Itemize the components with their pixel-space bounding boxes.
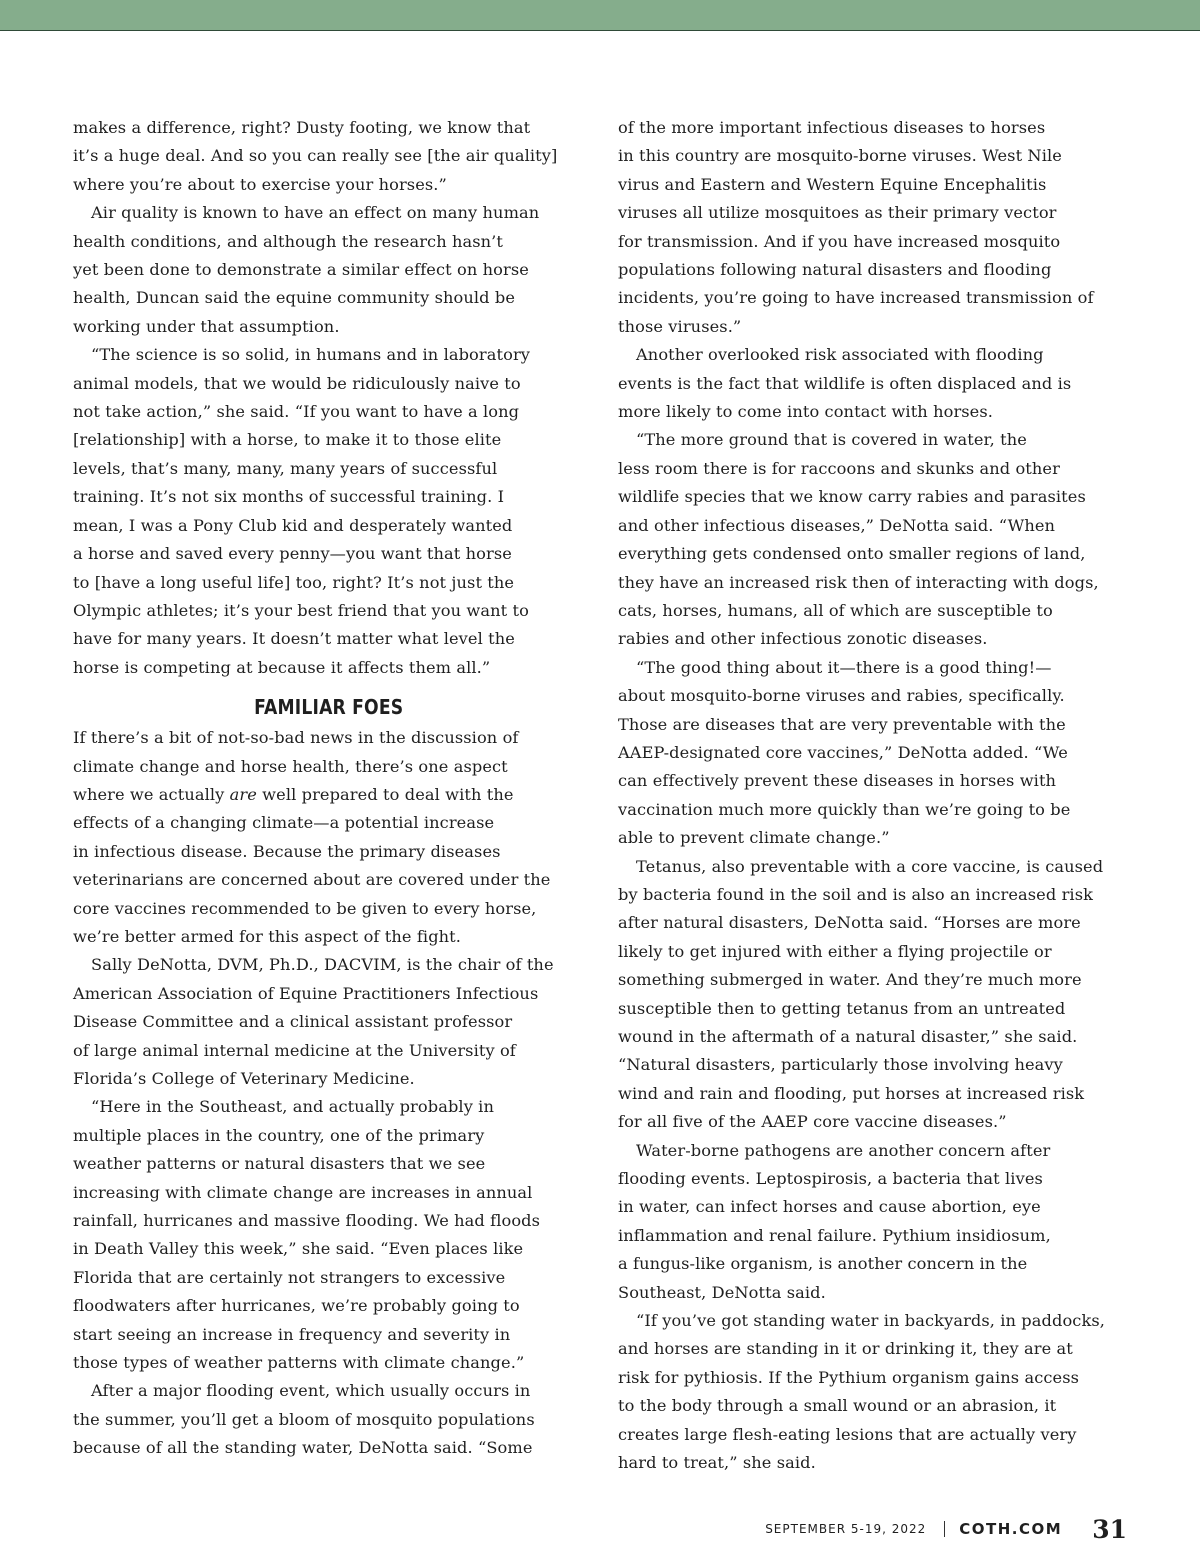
paragraph [73, 724, 593, 951]
paragraph-text: well prepared to deal with the effects of a changing climate—a potential increase in infectious disease. Because the primary diseases veterinarians are concerned about are covered under the core vaccines recommended to be given to every horse, we’re better armed for this aspect of the fight. [73, 784, 551, 946]
paragraph: “The more ground that is covered in water, the less room there is for raccoons and skunks and other wildlife species that we know carry rabies and parasites and other infectious diseases,” DeNotta said. “When everything gets condensed onto smaller regions of land, they have an increased risk then of interacting with dogs, cats, horses, humans, all of which are susceptible to rabies and other infectious zonotic diseases. [618, 430, 1099, 649]
paragraph: makes a difference, right? Dusty footing, we know that it’s a huge deal. And so you can really see [the air quality] where you’re about to exercise your horses.” [73, 118, 558, 194]
page-footer [765, 1509, 1127, 1549]
site-link[interactable]: COTH.COM [959, 1520, 1063, 1538]
paragraph: After a major flooding event, which usually occurs in the summer, you’ll get a bloom of mosquito populations because of all the standing water, DeNotta said. “Some [73, 1381, 535, 1458]
paragraph: Water-borne pathogens are another concern after flooding events. Leptospirosis, a bacteria that lives in water, can infect horses and cause abortion, eye inflammation and renal failure. Pythium insidiosum, a fungus-like organism, is another concern in the Southeast, DeNotta said. [618, 1140, 1051, 1302]
paragraph: of the more important infectious diseases to horses in this country are mosquito-borne viruses. West Nile virus and Eastern and Western Equine Encephalitis viruses all utilize mosquitoes as their primary vector for transmission. And if you have increased mosquito populations following natural disasters and flooding incidents, you’re going to have increased transmission of those viruses.” [618, 118, 1094, 336]
left-column [73, 114, 593, 1463]
paragraph: “The science is so solid, in humans and in laboratory animal models, that we would be ridiculously naive to not take action,” she said. “If you want to have a long [relationship] with a horse, to make it to those elite levels, that’s many, many, many years of successful training. It’s not six months of successful training. I mean, I was a Pony Club kid and desperately wanted a horse and saved every penny—you want that horse to [have a long useful life] too, right? It’s not just the Olympic athletes; it’s your best friend that you want to have for many years. It doesn’t matter what level the horse is competing at because it affects them all.” [73, 345, 531, 677]
paragraph: Air quality is known to have an effect on many human health conditions, and although the research hasn’t yet been done to demonstrate a similar effect on horse health, Duncan said the equine community should be working under that assumption. [73, 203, 540, 336]
paragraph: Another overlooked risk associated with flooding events is the fact that wildlife is often displaced and is more likely to come into contact with horses. [618, 345, 1072, 422]
page-number: 31 [1092, 1514, 1127, 1544]
issue-date: SEPTEMBER 5-19, 2022 [765, 1522, 927, 1536]
footer-divider [944, 1521, 945, 1537]
paragraph: Tetanus, also preventable with a core vaccine, is caused by bacteria found in the soil and is also an increased risk after natural disasters, DeNotta said. “Horses are more likely to get injured with either a flying projectile or something submerged in water. And they’re much more susceptible then to getting tetanus from an untreated wound in the aftermath of a natural disaster,” she said. “Natural disasters, particularly those involving heavy wind and rain and flooding, put horses at increased risk for all five of the AAEP core vaccine diseases.” [618, 856, 1104, 1132]
paragraph-text: If there’s a bit of not-so-bad news in the discussion of climate change and horse health, there’s one aspect where we actually [73, 728, 519, 804]
emphasis-text: are [229, 784, 257, 804]
paragraph: “If you’ve got standing water in backyards, in paddocks, and horses are standing in it or drinking it, they are at risk for pythiosis. If the Pythium organism gains access to the body through a small wound or an abrasion, it creates large flesh-eating lesions that are actually very hard to treat,” she said. [618, 1311, 1106, 1473]
right-column [618, 114, 1138, 1478]
section-heading: FAMILIAR FOES [254, 695, 404, 720]
paragraph: “Here in the Southeast, and actually probably in multiple places in the country, one of the primary weather patterns or natural disasters that we see increasing with climate change are increases in annual rainfall, hurricanes and massive flooding. We had floods in Death Valley this week,” she said. “Even places like Florida that are certainly not strangers to excessive floodwaters after hurricanes, we’re probably going to start seeing an increase in frequency and severity in those types of weather patterns with climate change.” [73, 1097, 541, 1373]
paragraph: “The good thing about it—there is a good thing!— about mosquito-borne viruses and rabies, specifically. Those are diseases that are very preventable with the AAEP-designated core vaccines,” DeNotta added. “We can effectively prevent these diseases in horses with vaccination much more quickly than we’re going to be able to prevent climate change.” [618, 657, 1071, 848]
top-color-band [0, 0, 1200, 31]
paragraph: Sally DeNotta, DVM, Ph.D., DACVIM, is the chair of the American Association of Equine Practitioners Infectious Disease Committee and a clinical assistant professor of large animal internal medicine at the University of Florida’s College of Veterinary Medicine. [73, 955, 554, 1088]
